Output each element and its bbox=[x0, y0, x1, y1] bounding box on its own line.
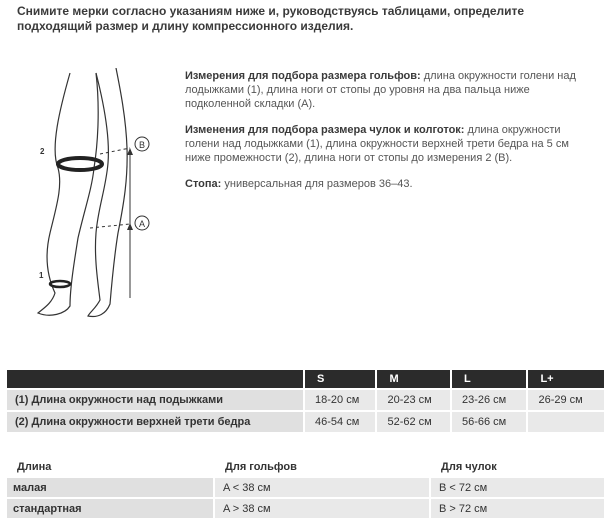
table-cell: 20-23 см bbox=[377, 390, 449, 410]
table-cell: 52-62 см bbox=[377, 412, 449, 432]
size-header-m: M bbox=[377, 370, 449, 388]
row-label-ankle: (1) Длина окружности над подыжками bbox=[7, 390, 303, 410]
table-cell: A > 38 см bbox=[215, 499, 429, 518]
thigh-measurement-ring bbox=[58, 158, 102, 170]
stockings-text: длина окружности голени над лодыжками (1), длина окружности верхней трети бедра на 5 см ниже промежности (2), длина ноги от стопы до измерения 2 (B). bbox=[185, 124, 569, 164]
table-cell: 26-29 см bbox=[528, 390, 604, 410]
size-header-empty bbox=[7, 370, 303, 388]
ankle-measurement-ring bbox=[50, 281, 70, 287]
size-table bbox=[5, 368, 606, 434]
intro-text: Снимите мерки согласно указаниям ниже и, руководствуясь таблицами, определите подходящий размер и длину компрессионного изделия. bbox=[17, 4, 525, 33]
size-table-header bbox=[7, 370, 604, 388]
stockings-title: Изменения для подбора размера чулок и колготок: bbox=[185, 124, 465, 136]
row-label-thigh: (2) Длина окружности верхней трети бедра bbox=[7, 412, 303, 432]
row-label-standard: стандартная bbox=[7, 499, 213, 518]
table-row bbox=[7, 412, 604, 432]
marker-a: A bbox=[138, 219, 146, 229]
measure-label-1: 1 bbox=[39, 271, 44, 280]
foot-description bbox=[185, 177, 595, 191]
table-cell bbox=[528, 412, 604, 432]
foot-title: Стопа: bbox=[185, 178, 222, 190]
b-arrowhead bbox=[127, 148, 133, 155]
table-cell: B > 72 см bbox=[431, 499, 604, 518]
marker-b: B bbox=[138, 140, 146, 150]
length-header-stockings: Для чулок bbox=[431, 458, 604, 476]
knee-socks-title: Измерения для подбора размера гольфов: bbox=[185, 70, 421, 82]
a-guide-line bbox=[90, 224, 130, 228]
table-cell: A < 38 см bbox=[215, 478, 429, 497]
size-header-l: L bbox=[452, 370, 527, 388]
length-table-header bbox=[7, 458, 604, 476]
table-cell: 56-66 см bbox=[452, 412, 527, 432]
knee-socks-description bbox=[185, 69, 595, 111]
table-cell: 23-26 см bbox=[452, 390, 527, 410]
table-row bbox=[7, 390, 604, 410]
table-cell: 18-20 см bbox=[305, 390, 375, 410]
size-header-s: S bbox=[305, 370, 375, 388]
leg-measurement-diagram bbox=[30, 68, 170, 328]
b-guide-line bbox=[100, 148, 130, 154]
foot-text: универсальная для размеров 36–43. bbox=[221, 178, 413, 190]
knee-socks-text: длина окружности голени над лодыжками (1), длина ноги от стопы до уровня на два пальца ниже подколенной складки (A). bbox=[185, 70, 576, 110]
stockings-description bbox=[185, 123, 595, 165]
measure-label-2: 2 bbox=[40, 147, 45, 156]
table-cell: 46-54 см bbox=[305, 412, 375, 432]
front-leg-outline bbox=[38, 73, 98, 315]
row-label-small: малая bbox=[7, 478, 213, 497]
table-cell: B < 72 см bbox=[431, 478, 604, 497]
table-row bbox=[7, 499, 604, 518]
size-header-lplus: L+ bbox=[528, 370, 604, 388]
length-table bbox=[5, 456, 606, 520]
back-leg-outline bbox=[88, 68, 127, 317]
length-header-length: Длина bbox=[7, 458, 213, 476]
table-row bbox=[7, 478, 604, 497]
length-header-knee-socks: Для гольфов bbox=[215, 458, 429, 476]
